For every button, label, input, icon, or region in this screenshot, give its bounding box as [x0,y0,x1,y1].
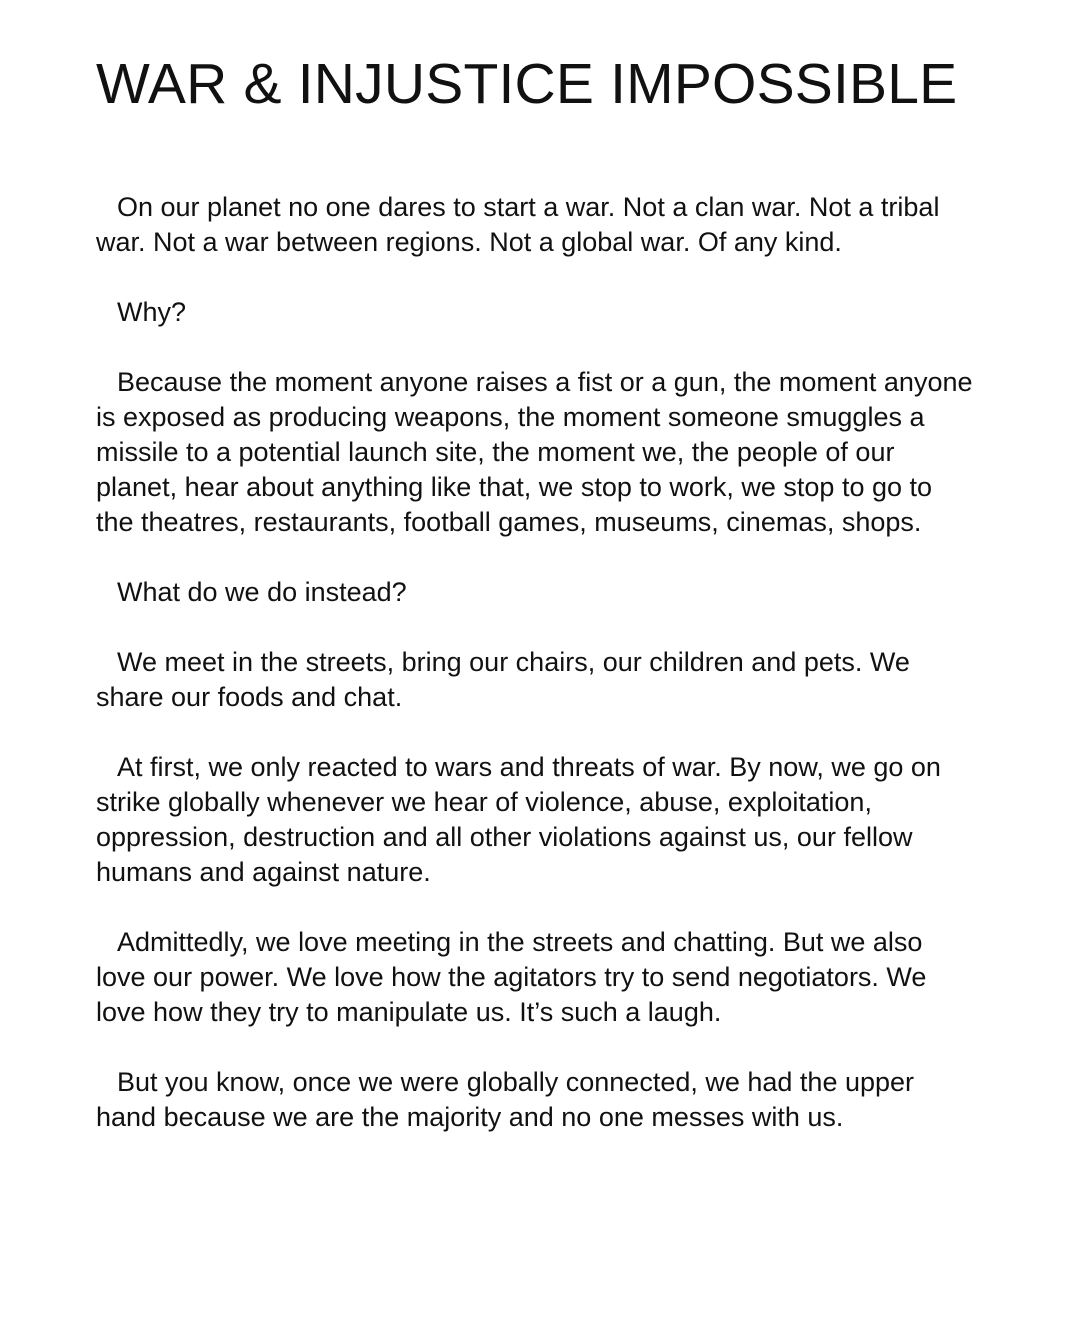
paragraph: But you know, once we were globally connected, we had the upper hand because we are the majority and no one messes with us. [96,1067,915,1132]
paragraph: Because the moment anyone raises a fist or a gun, the moment anyone is exposed as producing weapons, the moment someone smuggles a missile to a potential launch site, the moment we, the people of our planet, hear about anything like that, we stop to work, we stop to go to the theatres, restaurants, football games, museums, cinemas, shops. [96,367,973,537]
paragraph: At first, we only reacted to wars and threats of war. By now, we go on strike globally whenever we hear of violence, abuse, exploitation, oppression, destruction and all other violations against us, our fellow humans and against nature. [96,752,941,887]
paragraph: Why? [117,297,187,327]
document-page [96,52,976,1135]
page-title: WAR & INJUSTICE IMPOSSIBLE [96,52,958,116]
paragraph: On our planet no one dares to start a war. Not a clan war. Not a tribal war. Not a war between regions. Not a global war. Of any kind. [96,192,940,257]
paragraph: What do we do instead? [117,577,407,607]
paragraph: Admittedly, we love meeting in the streets and chatting. But we also love our power. We love how the agitators try to send negotiators. We love how they try to manipulate us. It’s such a laugh. [96,927,927,1027]
document-body [96,190,976,1135]
paragraph: We meet in the streets, bring our chairs, our children and pets. We share our foods and chat. [96,647,910,712]
